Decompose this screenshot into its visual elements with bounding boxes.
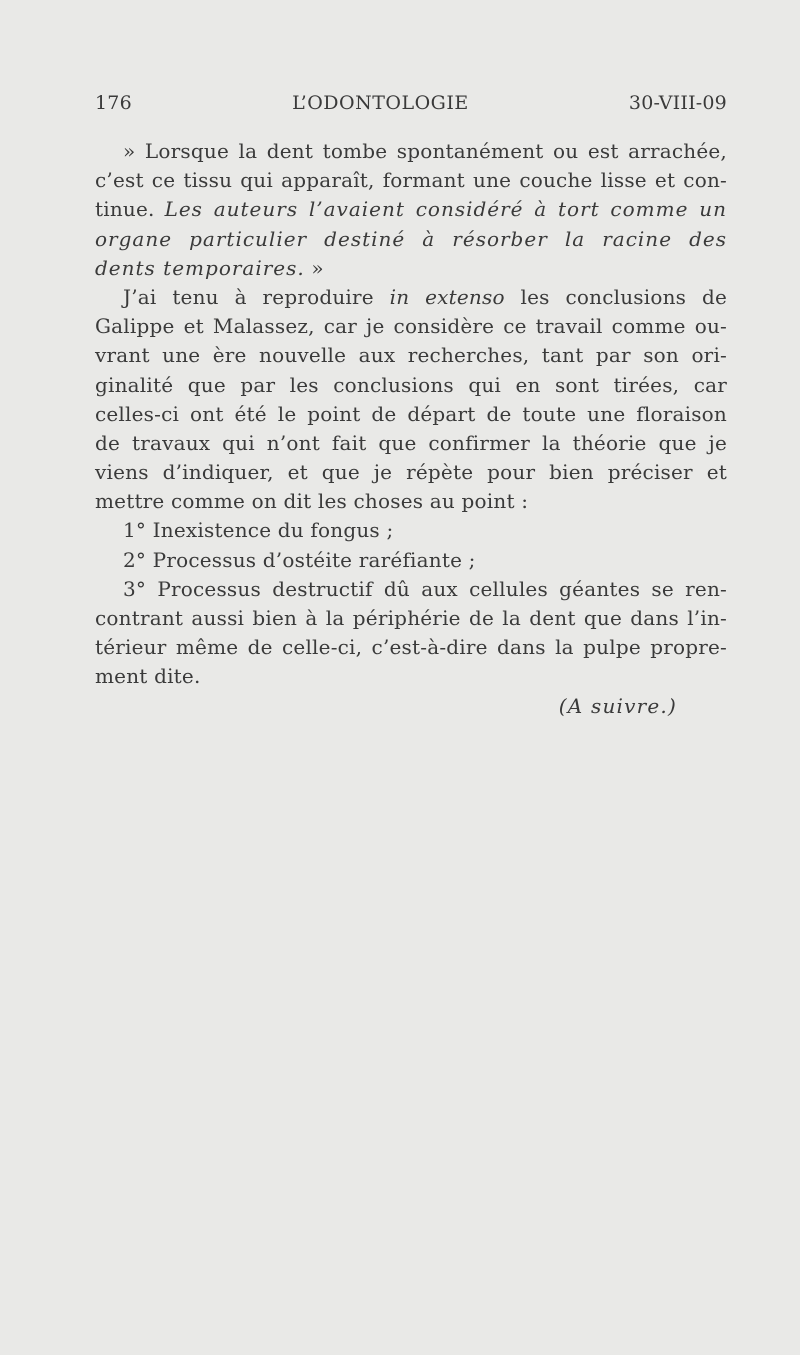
text-line-mixed bbox=[95, 254, 727, 283]
text-line-italic: organe particulier destiné à résorber la racine des bbox=[95, 226, 727, 251]
text-fragment: » bbox=[304, 255, 324, 280]
text-line: mettre comme on dit les choses au point : bbox=[95, 489, 529, 514]
page-number: 176 bbox=[95, 92, 132, 114]
text-line: » Lorsque la dent tombe spontanément ou est arrachée, bbox=[123, 139, 727, 163]
journal-title: L’ODONTOLOGIE bbox=[292, 92, 469, 114]
text-line: Galippe et Malassez, car je considère ce travail comme ou- bbox=[95, 314, 727, 339]
text-line: celles-ci ont été le point de départ de toute une floraison bbox=[95, 401, 727, 426]
italic-fragment: in extenso bbox=[389, 284, 505, 309]
italic-fragment: Les auteurs l’avaient considéré à tort comme un bbox=[164, 197, 727, 222]
list-item: 2° Processus d’ostéite raréfiante ; bbox=[123, 547, 476, 572]
text-block bbox=[95, 92, 727, 721]
list-item: 1° Inexistence du fongus ; bbox=[123, 518, 394, 543]
running-header bbox=[95, 92, 727, 137]
text-fragment: tinue. bbox=[95, 197, 165, 222]
text-line: c’est ce tissu qui apparaît, formant une couche lisse et con- bbox=[95, 168, 727, 193]
text-line: contrant aussi bien à la périphérie de la dent que dans l’in- bbox=[95, 606, 727, 630]
text-fragment: les conclusions de bbox=[504, 284, 727, 309]
closing-note: (A suivre.) bbox=[558, 693, 677, 718]
text-line: viens d’indiquer, et que je répète pour bien préciser et bbox=[95, 460, 727, 485]
text-line-mixed bbox=[95, 195, 727, 224]
issue-date: 30-VIII-09 bbox=[628, 92, 727, 114]
list-item: 3° Processus destructif dû aux cellules géantes se ren- bbox=[123, 576, 727, 601]
text-line: térieur même de celle-ci, c’est-à-dire dans la pulpe propre- bbox=[95, 635, 727, 660]
text-line: ginalité que par les conclusions qui en sont tirées, car bbox=[95, 372, 727, 397]
text-fragment: J’ai tenu à reproduire bbox=[123, 284, 390, 309]
text-line: de travaux qui n’ont fait que confirmer la théorie que je bbox=[95, 430, 727, 455]
text-line-mixed bbox=[95, 283, 727, 312]
text-line: ment dite. bbox=[95, 664, 201, 689]
text-line: vrant une ère nouvelle aux recherches, tant par son ori- bbox=[95, 343, 727, 368]
italic-fragment: dents temporaires. bbox=[95, 255, 305, 280]
